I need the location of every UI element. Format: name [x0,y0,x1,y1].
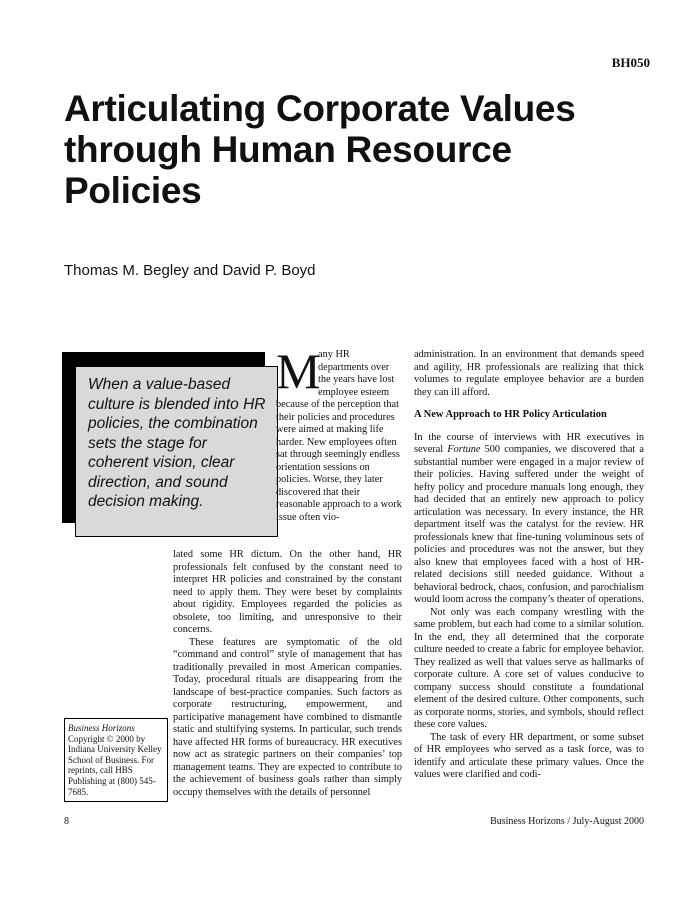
copyright-box [64,718,168,802]
pull-quote-text: When a value-based culture is blended into HR policies, the combination sets the stage for coherent vision, clear direction, and sound decision making. [88,376,266,510]
document-code: BH050 [611,55,650,70]
paragraph: In the course of interviews with HR executives in several Fortune 500 companies, we discovered that a substantial number were engaged in a major review of their policies. Having suffered under the weight of hefty policy and procedure manuals long enough, they had decided that an entirely new approach to policy articulation was necessary. In every instance, the HR department itself was the catalyst for the review. HR professionals knew that fine-tuning voluminous sets of policies and procedures was not the answer, but they also knew that employees faced with a host of HR-related decisions still needed guidance. Without a behavioral bedrock, chaos, confusion, and parochialism would loom across the company’s theater of operations. [414,431,644,605]
publication-name: Business Horizons [68,723,135,733]
copyright-text: Copyright © 2000 by Indiana University Kelley School of Business. For reprints, call HBS Publishing at (800) 545-7685. [68,733,162,797]
dropcap-paragraph [276,343,402,524]
paragraph: Not only was each company wrestling with the same problem, but each had come to a similar solution. In the end, they all determined that the corporate culture needed to create a fabric for employee behavior. They realized as well that values serve as hallmarks of corporate culture. A core set of values conducive to company success should constitute a foundational element of the desired culture. Other components, such as corporate norms, stories, and symbols, should reflect these core values. [414,606,644,730]
paragraph: These features are symptomatic of the old “command and control” style of management that has traditionally prevailed in most American companies. Today, procedural rituals are disappearing from the landscape of best-practice companies. Such factors as corporate restructuring, empowerment, and participative management have combined to dismantle static and stultifying systems. In particular, such trends have affected HR forms of bureaucracy. HR executives now act as strategic partners on their companies’ top management teams. They are expected to contribute to the achievement of business goals rather than simply occupy themselves with the details of personnel [173,636,402,798]
dropcap-paragraph-text: any HR departments over the years have lost employee esteem because of the perception that their policies and procedures were aimed at making life harder. New employees often sat through seemingly endless orientation sessions on policies. Worse, they later discovered that their reasonable approach to a work issue often vio- [276,349,402,523]
page-number: 8 [64,816,69,827]
journal-footer: Business Horizons / July-August 2000 [490,816,644,827]
pull-quote [75,366,278,537]
section-heading: A New Approach to HR Policy Articulation [414,409,607,420]
paragraph: administration. In an environment that demands speed and agility, HR professionals are realizing that thick volumes to regulate employee behavior are a burden they can ill afford. [414,349,644,398]
article-title: Articulating Corporate Values through Human Resource Policies [64,88,576,211]
dropcap-spacer [276,349,318,387]
authors: Thomas M. Begley and David P. Boyd [64,262,316,279]
paragraph: The task of every HR department, or some subset of HR employees who served as a task force, was to identify and articulate these primary values. Once the values were clarified and codi- [414,731,644,780]
paragraph: lated some HR dictum. On the other hand, HR professionals felt confused by the constant need to interpret HR policies and constrained by the constant need to apply them. They were beset by complaints about rigidity. Employees regarded the policies as obsolete, too limiting, and unresponsive to their concerns. [173,549,402,635]
drop-cap: M [276,343,321,399]
right-column [414,349,644,782]
middle-column [173,549,402,799]
